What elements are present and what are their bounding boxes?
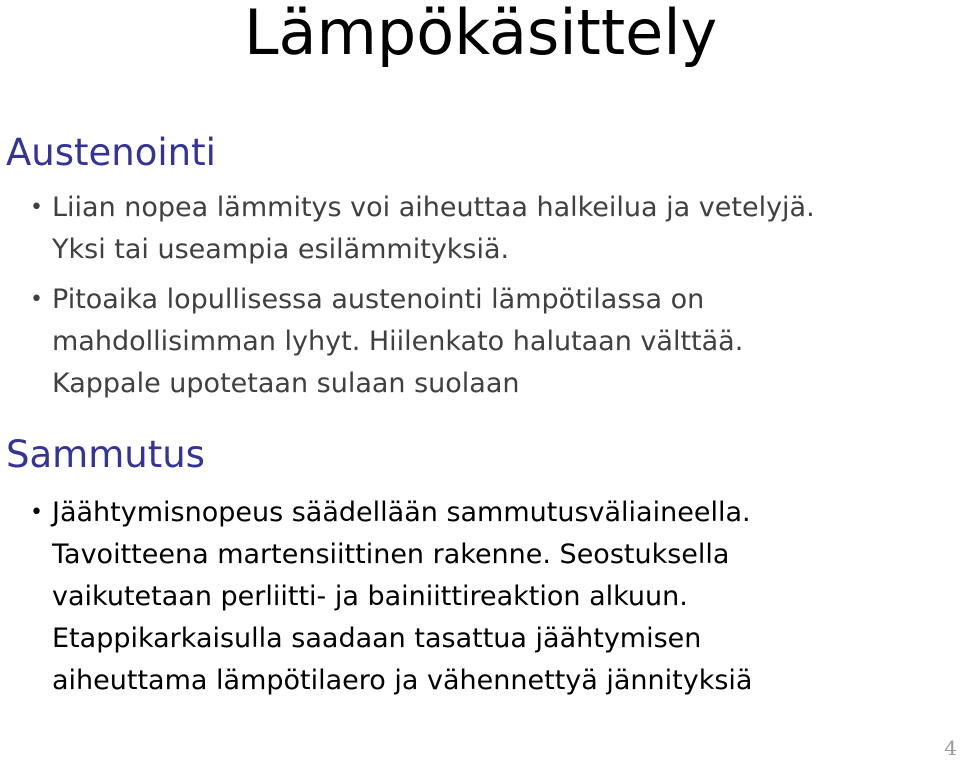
bullet-item-austenointi-1 <box>30 187 950 271</box>
section-heading-austenointi: Austenointi <box>6 131 216 174</box>
section-heading-sammutus: Sammutus <box>6 433 205 476</box>
bullet-dot-icon: • <box>30 500 43 525</box>
slide-title: Lämpökäsittely <box>244 0 718 69</box>
bullet-item-sammutus-1 <box>30 492 950 702</box>
bullet-dot-icon: • <box>30 287 43 312</box>
bullet-text: Liian nopea lämmitys voi aiheuttaa halkeilua ja vetelyjä. Yksi tai useampia esilämmityksiä. <box>52 192 815 265</box>
bullet-text: Pitoaika lopullisessa austenointi lämpötilassa on mahdollisimman lyhyt. Hiilenkato halutaan välttää. Kappale upotetaan sulaan suolaan <box>52 284 744 399</box>
bullet-dot-icon: • <box>30 195 43 220</box>
bullet-item-austenointi-2 <box>30 279 950 405</box>
page-number: 4 <box>944 736 957 760</box>
bullet-text: Jäähtymisnopeus säädellään sammutusväliaineella. Tavoitteena martensiittinen rakenne. Seostuksella vaikutetaan perliitti- ja bainiittireaktion alkuun. Etappikarkaisulla saadaan tasattua jäähtymisen aiheuttama lämpötilaero ja vähennettyä jännityksiä <box>52 497 753 696</box>
